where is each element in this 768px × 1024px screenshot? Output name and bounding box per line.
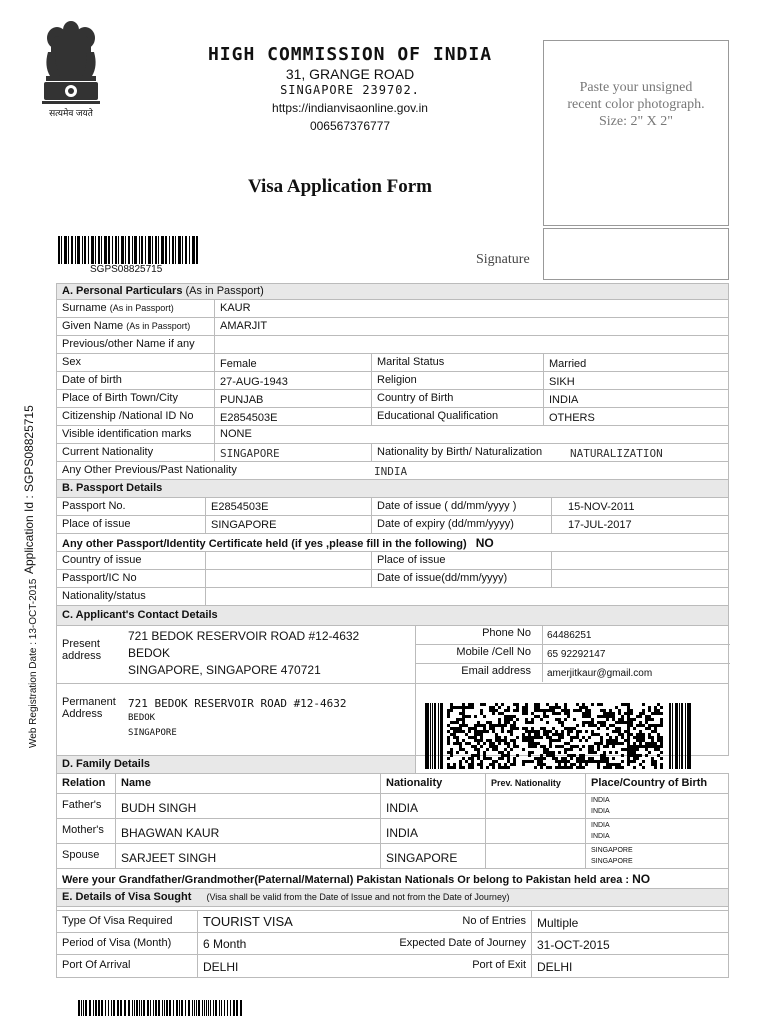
- field-label: Surname: [62, 302, 107, 314]
- other-passport-nationality-row: [57, 588, 728, 606]
- address-line: BEDOK: [128, 646, 171, 660]
- family-row-father: [57, 794, 728, 819]
- section-title: D. Family Details: [62, 758, 151, 770]
- section-visa-header: [57, 889, 728, 907]
- field-label: Country of issue: [62, 554, 142, 566]
- nationality-row: [57, 444, 728, 462]
- passport-issue-date-value: 15-NOV-2011: [551, 498, 730, 515]
- address-line: BEDOK: [128, 713, 156, 723]
- passport-place-value: SINGAPORE: [205, 516, 371, 533]
- education-value: OTHERS: [543, 408, 730, 425]
- footer-barcode-icon: [78, 1000, 243, 1016]
- identification-marks-row: [57, 426, 728, 444]
- name-cell: BUDH SINGH: [115, 794, 380, 818]
- passport-place-row: [57, 516, 728, 534]
- field-label: Passport No.: [62, 500, 126, 512]
- email-value: amerjitkaur@gmail.com: [542, 664, 656, 682]
- port-arrival-value: DELHI: [197, 955, 389, 977]
- column-header: Nationality: [380, 774, 485, 793]
- citizenship-id-value: E2854503E: [214, 408, 371, 425]
- field-label: Visible identification marks: [62, 428, 192, 440]
- other-passport-row: [57, 534, 728, 552]
- section-note: (Visa shall be valid from the Date of Issue and not from the Date of Journey): [206, 892, 510, 902]
- identification-marks-value: NONE: [214, 426, 730, 443]
- previous-name-row: [57, 336, 728, 354]
- address-line-2: SINGAPORE 239702.: [280, 83, 420, 97]
- field-label: Period of Visa: [62, 937, 131, 949]
- prev-nationality-cell: [485, 794, 585, 818]
- pakistan-question: Were your Grandfather/Grandmother(Paternal/Maternal) Pakistan Nationals Or belong to Pakistan held area :: [62, 874, 630, 886]
- field-label: Given Name: [62, 320, 124, 332]
- field-label: Marital Status: [371, 354, 543, 371]
- relation-cell: Spouse: [62, 849, 100, 861]
- birth-place-cell: [585, 844, 730, 868]
- passport-number-value: E2854503E: [205, 498, 371, 515]
- nationality-cell: SINGAPORE: [380, 844, 485, 868]
- address-line: 721 BEDOK RESERVOIR ROAD #12-4632: [128, 697, 347, 710]
- photo-box: [543, 40, 729, 226]
- field-label: Place of Birth Town/City: [62, 392, 178, 404]
- field-label: Previous/other Name if any: [62, 338, 195, 350]
- field-label: Permanent Address: [62, 696, 116, 720]
- family-table-header: [57, 774, 728, 794]
- address-line: 721 BEDOK RESERVOIR ROAD #12-4632: [128, 629, 360, 643]
- family-row-spouse: [57, 844, 728, 869]
- previous-name-value: [214, 336, 730, 353]
- field-note: (As in Passport): [126, 321, 191, 331]
- family-row-mother: [57, 819, 728, 844]
- field-label: Present address: [62, 638, 102, 662]
- passport-no-row: [57, 498, 728, 516]
- field-label: No of Entries: [462, 915, 526, 927]
- phone-value: 64486251: [542, 626, 596, 644]
- signature-label: Signature: [476, 252, 530, 267]
- relation-cell: Mother's: [62, 824, 104, 836]
- relation-cell: Father's: [62, 799, 102, 811]
- birth-place: INDIA: [591, 797, 610, 804]
- visa-form-table: [56, 283, 729, 978]
- surname-row: [57, 300, 728, 318]
- other-passport-question: Any other Passport/Identity Certificate held (if yes ,please fill in the following): [62, 538, 467, 550]
- ports-row: [57, 955, 728, 977]
- name-cell: SARJEET SINGH: [115, 844, 380, 868]
- pakistan-question-row: [57, 869, 728, 889]
- entries-value: Multiple: [531, 911, 730, 932]
- section-title: C. Applicant's Contact Details: [62, 609, 218, 621]
- field-label: Date of issue ( dd/mm/yyyy ): [371, 498, 551, 515]
- field-label: Citizenship /National ID No: [62, 410, 194, 422]
- form-title: Visa Application Form: [247, 176, 433, 197]
- field-label: Sex: [62, 356, 81, 368]
- present-address-row: [57, 626, 728, 684]
- section-passport-header: [57, 480, 728, 498]
- prev-nationality-cell: [485, 819, 585, 843]
- birth-country: SINGAPORE: [591, 858, 633, 865]
- name-cell: BHAGWAN KAUR: [115, 819, 380, 843]
- past-nationality-row: [57, 462, 728, 480]
- field-note: (As in Passport): [109, 303, 174, 313]
- visa-type-value: TOURIST VISA: [197, 911, 389, 932]
- field-label: Current Nationality: [62, 446, 154, 458]
- photo-instruction-line: recent color photograph.: [567, 97, 705, 112]
- address-line: SINGAPORE, SINGAPORE 470721: [128, 663, 321, 677]
- field-label: Educational Qualification: [371, 408, 543, 425]
- barcode-icon: [58, 236, 198, 264]
- column-header: Relation: [62, 777, 106, 789]
- marital-status-value: Married: [543, 354, 730, 371]
- nationality-by-birth-value: NATURALIZATION: [570, 447, 663, 460]
- religion-value: SIKH: [543, 372, 730, 389]
- visa-type-row: [57, 911, 728, 933]
- pakistan-answer: NO: [632, 872, 651, 886]
- citizenship-row: [57, 408, 728, 426]
- photo-instruction-line: Paste your unsigned: [579, 80, 693, 95]
- nationality-cell: INDIA: [380, 819, 485, 843]
- sex-marital-row: [57, 354, 728, 372]
- field-label: Expected Date of Journey: [399, 937, 526, 949]
- birth-country: INDIA: [591, 808, 610, 815]
- dob-value: 27-AUG-1943: [214, 372, 371, 389]
- barcode-number: SGPS08825715: [90, 264, 163, 275]
- side-application-id: Application Id : SGPS08825715: [22, 405, 36, 574]
- section-note: (As in Passport): [185, 285, 264, 297]
- field-label: Nationality/status: [62, 590, 146, 602]
- side-registration-date: Web Registration Date : 13-OCT-2015: [28, 578, 39, 748]
- column-header: Name: [115, 774, 380, 793]
- field-label: Place of issue: [371, 552, 551, 569]
- period-value: 6 Month: [197, 933, 389, 954]
- column-header: Prev. Nationality: [485, 774, 585, 793]
- birth-place: SINGAPORE: [591, 847, 633, 854]
- birth-place-cell: [585, 794, 730, 818]
- address-line: SINGAPORE: [128, 728, 177, 738]
- pdf417-barcode-icon: [425, 703, 691, 769]
- field-label: Nationality by Birth/ Naturalization: [371, 444, 565, 461]
- port-exit-value: DELHI: [531, 955, 730, 977]
- past-nationality-value: INDIA: [374, 465, 408, 478]
- birth-place: INDIA: [591, 822, 610, 829]
- field-label: Phone No: [482, 627, 531, 639]
- signature-box: [543, 228, 729, 280]
- section-title: B. Passport Details: [62, 482, 163, 494]
- website: https://indianvisaonline.gov.in: [272, 101, 428, 115]
- field-label: Passport/IC No: [62, 572, 137, 584]
- prev-nationality-cell: [485, 844, 585, 868]
- present-address-value: [123, 626, 415, 683]
- nationality-cell: INDIA: [380, 794, 485, 818]
- field-label: Email address: [461, 665, 531, 677]
- section-contact-header: [57, 606, 728, 626]
- field-label: Date of issue(dd/mm/yyyy): [371, 570, 551, 587]
- field-label: Type Of Visa Required: [62, 915, 173, 927]
- birth-country: INDIA: [591, 833, 610, 840]
- field-label: Any Other Previous/Past Nationality: [62, 464, 237, 476]
- field-label: Country of Birth: [371, 390, 543, 407]
- surname-value: KAUR: [214, 300, 730, 317]
- permanent-address-value: [123, 684, 415, 755]
- other-passport-country-row: [57, 552, 728, 570]
- field-label: Mobile /Cell No: [456, 646, 531, 658]
- country-of-birth-value: INDIA: [543, 390, 730, 407]
- birth-place-cell: [585, 819, 730, 843]
- given-name-row: [57, 318, 728, 336]
- emblem-motto: सत्यमेव जयते: [49, 108, 93, 118]
- visa-period-row: [57, 933, 728, 955]
- field-label: Date of expiry (dd/mm/yyyy): [371, 516, 551, 533]
- address-line-1: 31, GRANGE ROAD: [285, 66, 415, 82]
- photo-instruction-line: Size: 2" X 2": [598, 114, 674, 129]
- passport-expiry-value: 17-JUL-2017: [551, 516, 730, 533]
- period-unit: (Month): [133, 937, 172, 949]
- section-title: A. Personal Particulars: [62, 285, 183, 297]
- column-header: Place/Country of Birth: [585, 774, 730, 793]
- other-passport-answer: NO: [475, 536, 494, 550]
- field-label: Port Of Arrival: [62, 959, 131, 971]
- sex-value: Female: [214, 354, 371, 371]
- field-label: Port of Exit: [472, 959, 526, 971]
- section-title: E. Details of Visa Sought: [62, 891, 192, 903]
- organization-title: HIGH COMMISSION OF INDIA: [207, 44, 493, 65]
- current-nationality-value: SINGAPORE: [214, 444, 371, 461]
- field-label: Place of issue: [62, 518, 131, 530]
- section-personal-header: [57, 284, 728, 300]
- field-label: Date of birth: [62, 374, 122, 386]
- given-name-value: AMARJIT: [214, 318, 730, 335]
- phone-number: 006567376777: [309, 119, 391, 133]
- mobile-value: 65 92292147: [542, 645, 609, 663]
- other-passport-ic-row: [57, 570, 728, 588]
- birthplace-row: [57, 390, 728, 408]
- field-label: Religion: [371, 372, 543, 389]
- journey-date-value: 31-OCT-2015: [531, 933, 730, 954]
- place-of-birth-value: PUNJAB: [214, 390, 371, 407]
- dob-religion-row: [57, 372, 728, 390]
